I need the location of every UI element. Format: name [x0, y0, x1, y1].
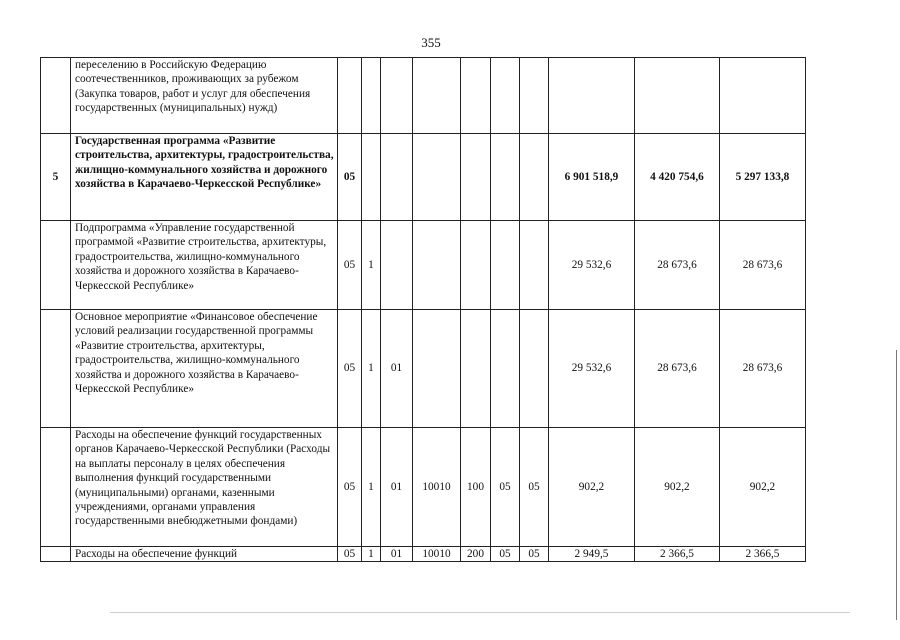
code-subsection — [520, 58, 549, 134]
code-program — [338, 58, 362, 134]
code-direction — [413, 58, 461, 134]
amount-year-1 — [549, 58, 635, 134]
code-expense-type — [461, 58, 491, 134]
code-section — [491, 221, 520, 310]
code-program: 05 — [338, 221, 362, 310]
budget-table — [40, 57, 806, 562]
amount-year-3: 902,2 — [720, 428, 806, 547]
table-row — [41, 221, 806, 310]
code-program: 05 — [338, 310, 362, 428]
code-event: 01 — [381, 547, 413, 562]
code-direction: 10010 — [413, 428, 461, 547]
amount-year-3 — [720, 58, 806, 134]
table-row — [41, 134, 806, 221]
code-program: 05 — [338, 547, 362, 562]
row-number — [41, 58, 71, 134]
row-number: 5 — [41, 134, 71, 221]
code-event: 01 — [381, 310, 413, 428]
row-name: Подпрограмма «Управление государственной программой «Развитие строительства, архитектуры, градостроительства, жилищно-коммунального хозяйства и дорожного хозяйства в Карачаево-Черкесской Республике» — [71, 221, 338, 310]
page-number: 355 — [421, 35, 441, 50]
code-event: 01 — [381, 428, 413, 547]
code-section — [491, 310, 520, 428]
code-program: 05 — [338, 428, 362, 547]
amount-year-2: 28 673,6 — [635, 310, 720, 428]
code-event — [381, 134, 413, 221]
amount-year-3: 2 366,5 — [720, 547, 806, 562]
code-subprogram — [362, 134, 381, 221]
amount-year-1: 6 901 518,9 — [549, 134, 635, 221]
amount-year-3: 28 673,6 — [720, 310, 806, 428]
code-event — [381, 221, 413, 310]
table-row — [41, 58, 806, 134]
code-expense-type: 200 — [461, 547, 491, 562]
code-subsection — [520, 134, 549, 221]
row-number — [41, 428, 71, 547]
amount-year-2: 4 420 754,6 — [635, 134, 720, 221]
code-expense-type — [461, 134, 491, 221]
row-name: Государственная программа «Развитие строительства, архитектуры, градостроительства, жилищно-коммунального хозяйства и дорожного хозяйства в Карачаево-Черкесской Республике» — [71, 134, 338, 221]
code-subsection: 05 — [520, 547, 549, 562]
table-row — [41, 547, 806, 562]
code-direction — [413, 221, 461, 310]
code-subprogram: 1 — [362, 221, 381, 310]
code-subsection — [520, 310, 549, 428]
code-section: 05 — [491, 547, 520, 562]
amount-year-2: 28 673,6 — [635, 221, 720, 310]
code-subsection — [520, 221, 549, 310]
code-program: 05 — [338, 134, 362, 221]
code-direction — [413, 310, 461, 428]
table-row — [41, 310, 806, 428]
code-direction: 10010 — [413, 547, 461, 562]
row-number — [41, 547, 71, 562]
amount-year-2: 2 366,5 — [635, 547, 720, 562]
code-expense-type — [461, 221, 491, 310]
margin-line — [896, 350, 897, 620]
code-event — [381, 58, 413, 134]
footer-divider — [110, 612, 850, 613]
code-section — [491, 134, 520, 221]
amount-year-1: 2 949,5 — [549, 547, 635, 562]
amount-year-3: 5 297 133,8 — [720, 134, 806, 221]
amount-year-1: 902,2 — [549, 428, 635, 547]
code-direction — [413, 134, 461, 221]
amount-year-1: 29 532,6 — [549, 221, 635, 310]
code-subsection: 05 — [520, 428, 549, 547]
code-subprogram: 1 — [362, 428, 381, 547]
row-number — [41, 221, 71, 310]
amount-year-2: 902,2 — [635, 428, 720, 547]
row-name: Расходы на обеспечение функций — [71, 547, 338, 562]
code-expense-type: 100 — [461, 428, 491, 547]
amount-year-2 — [635, 58, 720, 134]
table-row — [41, 428, 806, 547]
amount-year-3: 28 673,6 — [720, 221, 806, 310]
code-section: 05 — [491, 428, 520, 547]
row-number — [41, 310, 71, 428]
code-expense-type — [461, 310, 491, 428]
row-name: Расходы на обеспечение функций государственных органов Карачаево-Черкесской Республики (Расходы на выплаты персоналу в целях обеспечения выполнения функций государственными (муниципальными) органами, казенными учреждениями, органами управления государственными внебюджетными фондами) — [71, 428, 338, 547]
amount-year-1: 29 532,6 — [549, 310, 635, 428]
code-subprogram — [362, 58, 381, 134]
row-name: Основное мероприятие «Финансовое обеспечение условий реализации государственной программы «Развитие строительства, архитектуры, градостроительства, жилищно-коммунального хозяйства и дорожного хозяйства в Карачаево-Черкесской Республике» — [71, 310, 338, 428]
code-subprogram: 1 — [362, 310, 381, 428]
code-subprogram: 1 — [362, 547, 381, 562]
code-section — [491, 58, 520, 134]
row-name: переселению в Российскую Федерацию соотечественников, проживающих за рубежом (Закупка товаров, работ и услуг для обеспечения государственных (муниципальных) нужд) — [71, 58, 338, 134]
